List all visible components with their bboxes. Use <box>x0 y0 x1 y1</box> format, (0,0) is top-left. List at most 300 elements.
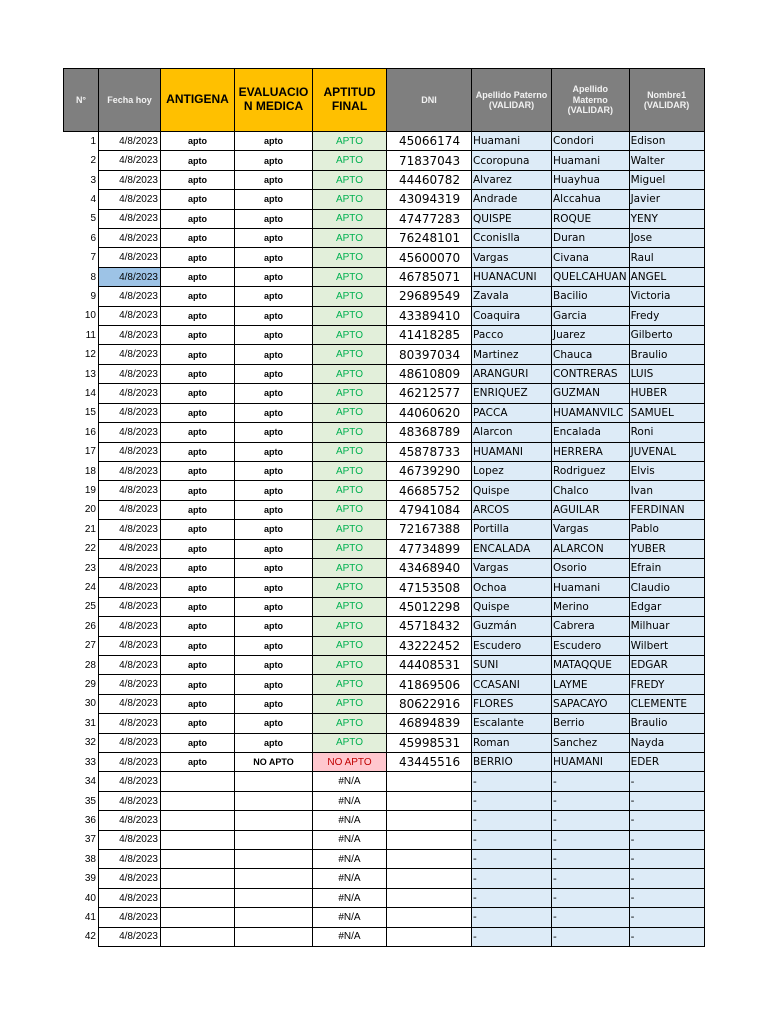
evaluacion-cell[interactable]: apto <box>235 248 313 267</box>
fecha-cell[interactable]: 4/8/2023 <box>99 520 161 539</box>
evaluacion-cell[interactable]: apto <box>235 461 313 480</box>
apellido-paterno-cell[interactable]: Quispe <box>472 597 552 616</box>
row-number-cell[interactable]: 10 <box>84 310 96 322</box>
apellido-paterno-cell[interactable]: Ochoa <box>472 578 552 597</box>
row-number-cell[interactable]: 26 <box>84 620 96 632</box>
antigena-cell[interactable] <box>161 772 235 791</box>
aptitud-cell[interactable]: APTO <box>313 190 387 209</box>
dni-cell[interactable]: 80397034 <box>387 345 472 364</box>
evaluacion-cell[interactable]: apto <box>235 578 313 597</box>
nombre-cell[interactable]: Nayda <box>629 733 704 752</box>
apellido-materno-cell[interactable]: Huamani <box>552 151 630 170</box>
dni-cell[interactable]: 80622916 <box>387 694 472 713</box>
apellido-materno-cell[interactable]: MATAQQUE <box>552 655 630 674</box>
apellido-materno-cell[interactable]: Alccahua <box>552 190 630 209</box>
row-number-cell[interactable]: 25 <box>84 601 96 613</box>
antigena-cell[interactable]: apto <box>161 461 235 480</box>
dni-cell[interactable]: 44408531 <box>387 655 472 674</box>
antigena-cell[interactable] <box>161 908 235 927</box>
dni-cell[interactable]: 43094319 <box>387 190 472 209</box>
apellido-paterno-cell[interactable]: Escudero <box>472 636 552 655</box>
header-fecha[interactable]: Fecha hoy <box>99 69 161 132</box>
aptitud-cell[interactable]: APTO <box>313 733 387 752</box>
apellido-materno-cell[interactable]: Chalco <box>552 481 630 500</box>
aptitud-cell[interactable]: #N/A <box>313 869 387 888</box>
apellido-materno-cell[interactable]: - <box>552 791 630 810</box>
row-number-cell[interactable]: 38 <box>84 853 96 865</box>
fecha-cell[interactable]: 4/8/2023 <box>99 384 161 403</box>
evaluacion-cell[interactable]: apto <box>235 675 313 694</box>
nombre-cell[interactable]: Raul <box>629 248 704 267</box>
antigena-cell[interactable]: apto <box>161 209 235 228</box>
fecha-cell[interactable]: 4/8/2023 <box>99 733 161 752</box>
evaluacion-cell[interactable]: apto <box>235 520 313 539</box>
dni-cell[interactable]: 45998531 <box>387 733 472 752</box>
dni-cell[interactable] <box>387 811 472 830</box>
dni-cell[interactable]: 41869506 <box>387 675 472 694</box>
dni-cell[interactable]: 45878733 <box>387 442 472 461</box>
dni-cell[interactable]: 48610809 <box>387 364 472 383</box>
apellido-paterno-cell[interactable]: Andrade <box>472 190 552 209</box>
apellido-paterno-cell[interactable]: Portilla <box>472 520 552 539</box>
fecha-cell[interactable]: 4/8/2023 <box>99 267 161 286</box>
fecha-cell[interactable]: 4/8/2023 <box>99 481 161 500</box>
apellido-paterno-cell[interactable]: - <box>472 811 552 830</box>
apellido-materno-cell[interactable]: - <box>552 927 630 946</box>
aptitud-cell[interactable]: #N/A <box>313 830 387 849</box>
nombre-cell[interactable]: Fredy <box>629 306 704 325</box>
antigena-cell[interactable]: apto <box>161 694 235 713</box>
nombre-cell[interactable]: LUIS <box>629 364 704 383</box>
aptitud-cell[interactable]: #N/A <box>313 811 387 830</box>
apellido-materno-cell[interactable]: LAYME <box>552 675 630 694</box>
fecha-cell[interactable]: 4/8/2023 <box>99 539 161 558</box>
row-number-cell[interactable]: 33 <box>84 756 96 768</box>
dni-cell[interactable] <box>387 850 472 869</box>
aptitud-cell[interactable]: APTO <box>313 617 387 636</box>
aptitud-cell[interactable]: APTO <box>313 132 387 151</box>
apellido-materno-cell[interactable]: Sanchez <box>552 733 630 752</box>
apellido-materno-cell[interactable]: Vargas <box>552 520 630 539</box>
aptitud-cell[interactable]: NO APTO <box>313 753 387 772</box>
aptitud-cell[interactable]: #N/A <box>313 888 387 907</box>
apellido-materno-cell[interactable]: ALARCON <box>552 539 630 558</box>
nombre-cell[interactable]: HUBER <box>629 384 704 403</box>
dni-cell[interactable]: 71837043 <box>387 151 472 170</box>
evaluacion-cell[interactable]: apto <box>235 655 313 674</box>
antigena-cell[interactable]: apto <box>161 306 235 325</box>
dni-cell[interactable]: 46212577 <box>387 384 472 403</box>
aptitud-cell[interactable]: APTO <box>313 267 387 286</box>
aptitud-cell[interactable]: APTO <box>313 209 387 228</box>
evaluacion-cell[interactable]: apto <box>235 209 313 228</box>
row-number-cell[interactable]: 23 <box>84 562 96 574</box>
apellido-paterno-cell[interactable]: - <box>472 791 552 810</box>
evaluacion-cell[interactable]: apto <box>235 345 313 364</box>
apellido-paterno-cell[interactable]: Martinez <box>472 345 552 364</box>
evaluacion-cell[interactable]: apto <box>235 423 313 442</box>
fecha-cell[interactable]: 4/8/2023 <box>99 209 161 228</box>
aptitud-cell[interactable]: #N/A <box>313 927 387 946</box>
row-number-cell[interactable]: 22 <box>84 543 96 555</box>
apellido-paterno-cell[interactable]: HUANACUNI <box>472 267 552 286</box>
evaluacion-cell[interactable]: apto <box>235 287 313 306</box>
nombre-cell[interactable]: - <box>629 791 704 810</box>
nombre-cell[interactable]: ANGEL <box>629 267 704 286</box>
dni-cell[interactable]: 76248101 <box>387 229 472 248</box>
apellido-paterno-cell[interactable]: Lopez <box>472 461 552 480</box>
antigena-cell[interactable] <box>161 869 235 888</box>
row-number-cell[interactable]: 6 <box>90 232 96 244</box>
apellido-materno-cell[interactable]: Cabrera <box>552 617 630 636</box>
apellido-materno-cell[interactable]: QUELCAHUAN <box>552 267 630 286</box>
nombre-cell[interactable]: - <box>629 927 704 946</box>
antigena-cell[interactable]: apto <box>161 364 235 383</box>
apellido-materno-cell[interactable]: ROQUE <box>552 209 630 228</box>
antigena-cell[interactable]: apto <box>161 267 235 286</box>
aptitud-cell[interactable]: APTO <box>313 170 387 189</box>
nombre-cell[interactable]: JUVENAL <box>629 442 704 461</box>
evaluacion-cell[interactable]: apto <box>235 481 313 500</box>
apellido-materno-cell[interactable]: HERRERA <box>552 442 630 461</box>
aptitud-cell[interactable]: APTO <box>313 151 387 170</box>
nombre-cell[interactable]: CLEMENTE <box>629 694 704 713</box>
dni-cell[interactable]: 45066174 <box>387 132 472 151</box>
row-number-cell[interactable]: 8 <box>90 271 96 283</box>
dni-cell[interactable] <box>387 772 472 791</box>
aptitud-cell[interactable]: #N/A <box>313 908 387 927</box>
fecha-cell[interactable]: 4/8/2023 <box>99 908 161 927</box>
fecha-cell[interactable]: 4/8/2023 <box>99 694 161 713</box>
row-number-cell[interactable]: 41 <box>84 911 96 923</box>
apellido-paterno-cell[interactable]: - <box>472 772 552 791</box>
fecha-cell[interactable]: 4/8/2023 <box>99 229 161 248</box>
evaluacion-cell[interactable]: apto <box>235 170 313 189</box>
evaluacion-cell[interactable] <box>235 869 313 888</box>
fecha-cell[interactable]: 4/8/2023 <box>99 248 161 267</box>
antigena-cell[interactable]: apto <box>161 675 235 694</box>
dni-cell[interactable]: 43222452 <box>387 636 472 655</box>
aptitud-cell[interactable]: APTO <box>313 364 387 383</box>
antigena-cell[interactable]: apto <box>161 151 235 170</box>
row-number-cell[interactable]: 37 <box>84 834 96 846</box>
dni-cell[interactable]: 48368789 <box>387 423 472 442</box>
dni-cell[interactable]: 47941084 <box>387 500 472 519</box>
nombre-cell[interactable]: - <box>629 888 704 907</box>
antigena-cell[interactable]: apto <box>161 733 235 752</box>
dni-cell[interactable]: 43445516 <box>387 753 472 772</box>
aptitud-cell[interactable]: APTO <box>313 636 387 655</box>
nombre-cell[interactable]: - <box>629 830 704 849</box>
antigena-cell[interactable]: apto <box>161 539 235 558</box>
apellido-paterno-cell[interactable]: BERRIO <box>472 753 552 772</box>
fecha-cell[interactable]: 4/8/2023 <box>99 617 161 636</box>
dni-cell[interactable]: 47153508 <box>387 578 472 597</box>
apellido-materno-cell[interactable]: GUZMAN <box>552 384 630 403</box>
apellido-materno-cell[interactable]: Merino <box>552 597 630 616</box>
antigena-cell[interactable] <box>161 850 235 869</box>
apellido-paterno-cell[interactable]: Guzmán <box>472 617 552 636</box>
apellido-materno-cell[interactable]: - <box>552 850 630 869</box>
evaluacion-cell[interactable]: NO APTO <box>235 753 313 772</box>
row-number-cell[interactable]: 24 <box>84 582 96 594</box>
evaluacion-cell[interactable]: apto <box>235 326 313 345</box>
aptitud-cell[interactable]: APTO <box>313 248 387 267</box>
row-number-cell[interactable]: 34 <box>84 776 96 788</box>
apellido-paterno-cell[interactable]: - <box>472 850 552 869</box>
evaluacion-cell[interactable]: apto <box>235 442 313 461</box>
antigena-cell[interactable]: apto <box>161 714 235 733</box>
fecha-cell[interactable]: 4/8/2023 <box>99 345 161 364</box>
antigena-cell[interactable] <box>161 927 235 946</box>
dni-cell[interactable]: 43389410 <box>387 306 472 325</box>
fecha-cell[interactable]: 4/8/2023 <box>99 655 161 674</box>
apellido-materno-cell[interactable]: Bacilio <box>552 287 630 306</box>
antigena-cell[interactable]: apto <box>161 500 235 519</box>
aptitud-cell[interactable]: #N/A <box>313 791 387 810</box>
apellido-paterno-cell[interactable]: Alvarez <box>472 170 552 189</box>
apellido-paterno-cell[interactable]: ARCOS <box>472 500 552 519</box>
aptitud-cell[interactable]: APTO <box>313 306 387 325</box>
apellido-materno-cell[interactable]: Huamani <box>552 578 630 597</box>
nombre-cell[interactable]: Wilbert <box>629 636 704 655</box>
fecha-cell[interactable]: 4/8/2023 <box>99 830 161 849</box>
apellido-paterno-cell[interactable]: Quispe <box>472 481 552 500</box>
apellido-materno-cell[interactable]: Berrio <box>552 714 630 733</box>
row-number-cell[interactable]: 4 <box>90 193 96 205</box>
row-number-cell[interactable]: 9 <box>90 290 96 302</box>
dni-cell[interactable]: 72167388 <box>387 520 472 539</box>
apellido-paterno-cell[interactable]: - <box>472 830 552 849</box>
apellido-materno-cell[interactable]: Civana <box>552 248 630 267</box>
row-number-cell[interactable]: 18 <box>84 465 96 477</box>
row-number-cell[interactable]: 20 <box>84 504 96 516</box>
nombre-cell[interactable]: EDER <box>629 753 704 772</box>
row-number-cell[interactable]: 12 <box>84 349 96 361</box>
apellido-paterno-cell[interactable]: - <box>472 927 552 946</box>
aptitud-cell[interactable]: APTO <box>313 326 387 345</box>
antigena-cell[interactable]: apto <box>161 287 235 306</box>
apellido-paterno-cell[interactable]: Zavala <box>472 287 552 306</box>
dni-cell[interactable]: 46894839 <box>387 714 472 733</box>
header-apellido-paterno[interactable]: Apellido Paterno (VALIDAR) <box>472 69 552 132</box>
aptitud-cell[interactable]: APTO <box>313 461 387 480</box>
evaluacion-cell[interactable]: apto <box>235 617 313 636</box>
antigena-cell[interactable]: apto <box>161 617 235 636</box>
apellido-paterno-cell[interactable]: Escalante <box>472 714 552 733</box>
fecha-cell[interactable]: 4/8/2023 <box>99 442 161 461</box>
apellido-materno-cell[interactable]: - <box>552 830 630 849</box>
dni-cell[interactable]: 46739290 <box>387 461 472 480</box>
aptitud-cell[interactable]: APTO <box>313 539 387 558</box>
fecha-cell[interactable]: 4/8/2023 <box>99 888 161 907</box>
fecha-cell[interactable]: 4/8/2023 <box>99 927 161 946</box>
apellido-materno-cell[interactable]: Duran <box>552 229 630 248</box>
dni-cell[interactable]: 46685752 <box>387 481 472 500</box>
header-nombre[interactable]: Nombre1 (VALIDAR) <box>629 69 704 132</box>
aptitud-cell[interactable]: APTO <box>313 481 387 500</box>
fecha-cell[interactable]: 4/8/2023 <box>99 811 161 830</box>
fecha-cell[interactable]: 4/8/2023 <box>99 675 161 694</box>
apellido-materno-cell[interactable]: Encalada <box>552 423 630 442</box>
evaluacion-cell[interactable]: apto <box>235 694 313 713</box>
antigena-cell[interactable]: apto <box>161 655 235 674</box>
fecha-cell[interactable]: 4/8/2023 <box>99 190 161 209</box>
evaluacion-cell[interactable] <box>235 927 313 946</box>
fecha-cell[interactable]: 4/8/2023 <box>99 714 161 733</box>
nombre-cell[interactable]: Edgar <box>629 597 704 616</box>
header-n[interactable]: N° <box>64 69 99 132</box>
antigena-cell[interactable]: apto <box>161 442 235 461</box>
apellido-materno-cell[interactable]: SAPACAYO <box>552 694 630 713</box>
nombre-cell[interactable]: - <box>629 850 704 869</box>
apellido-materno-cell[interactable]: Escudero <box>552 636 630 655</box>
antigena-cell[interactable]: apto <box>161 753 235 772</box>
fecha-cell[interactable]: 4/8/2023 <box>99 461 161 480</box>
nombre-cell[interactable]: Victoria <box>629 287 704 306</box>
evaluacion-cell[interactable]: apto <box>235 384 313 403</box>
row-number-cell[interactable]: 17 <box>84 446 96 458</box>
dni-cell[interactable] <box>387 791 472 810</box>
aptitud-cell[interactable]: APTO <box>313 423 387 442</box>
antigena-cell[interactable]: apto <box>161 229 235 248</box>
dni-cell[interactable]: 45600070 <box>387 248 472 267</box>
evaluacion-cell[interactable] <box>235 888 313 907</box>
nombre-cell[interactable]: FREDY <box>629 675 704 694</box>
evaluacion-cell[interactable]: apto <box>235 558 313 577</box>
apellido-materno-cell[interactable]: Rodriguez <box>552 461 630 480</box>
dni-cell[interactable]: 29689549 <box>387 287 472 306</box>
apellido-materno-cell[interactable]: HUAMANVILC <box>552 403 630 422</box>
nombre-cell[interactable]: - <box>629 811 704 830</box>
antigena-cell[interactable]: apto <box>161 132 235 151</box>
aptitud-cell[interactable]: #N/A <box>313 772 387 791</box>
row-number-cell[interactable]: 11 <box>85 329 96 341</box>
fecha-cell[interactable]: 4/8/2023 <box>99 326 161 345</box>
fecha-cell[interactable]: 4/8/2023 <box>99 753 161 772</box>
aptitud-cell[interactable]: APTO <box>313 520 387 539</box>
aptitud-cell[interactable]: APTO <box>313 287 387 306</box>
apellido-paterno-cell[interactable]: Pacco <box>472 326 552 345</box>
antigena-cell[interactable]: apto <box>161 636 235 655</box>
nombre-cell[interactable]: Gilberto <box>629 326 704 345</box>
dni-cell[interactable]: 43468940 <box>387 558 472 577</box>
evaluacion-cell[interactable]: apto <box>235 132 313 151</box>
evaluacion-cell[interactable]: apto <box>235 267 313 286</box>
row-number-cell[interactable]: 30 <box>84 698 96 710</box>
antigena-cell[interactable]: apto <box>161 597 235 616</box>
apellido-paterno-cell[interactable]: Roman <box>472 733 552 752</box>
evaluacion-cell[interactable]: apto <box>235 500 313 519</box>
row-number-cell[interactable]: 19 <box>84 485 96 497</box>
apellido-paterno-cell[interactable]: Alarcon <box>472 423 552 442</box>
evaluacion-cell[interactable]: apto <box>235 190 313 209</box>
fecha-cell[interactable]: 4/8/2023 <box>99 500 161 519</box>
antigena-cell[interactable]: apto <box>161 423 235 442</box>
fecha-cell[interactable]: 4/8/2023 <box>99 636 161 655</box>
row-number-cell[interactable]: 39 <box>84 873 96 885</box>
fecha-cell[interactable]: 4/8/2023 <box>99 597 161 616</box>
evaluacion-cell[interactable] <box>235 908 313 927</box>
nombre-cell[interactable]: YENY <box>629 209 704 228</box>
apellido-paterno-cell[interactable]: Vargas <box>472 248 552 267</box>
nombre-cell[interactable]: YUBER <box>629 539 704 558</box>
antigena-cell[interactable]: apto <box>161 520 235 539</box>
dni-cell[interactable]: 44060620 <box>387 403 472 422</box>
nombre-cell[interactable]: EDGAR <box>629 655 704 674</box>
evaluacion-cell[interactable]: apto <box>235 364 313 383</box>
evaluacion-cell[interactable] <box>235 811 313 830</box>
evaluacion-cell[interactable]: apto <box>235 597 313 616</box>
row-number-cell[interactable]: 35 <box>84 795 96 807</box>
apellido-materno-cell[interactable]: - <box>552 772 630 791</box>
apellido-paterno-cell[interactable]: SUNI <box>472 655 552 674</box>
apellido-materno-cell[interactable]: Juarez <box>552 326 630 345</box>
apellido-materno-cell[interactable]: Chauca <box>552 345 630 364</box>
apellido-materno-cell[interactable]: - <box>552 888 630 907</box>
row-number-cell[interactable]: 21 <box>84 523 96 535</box>
apellido-paterno-cell[interactable]: Cconislla <box>472 229 552 248</box>
apellido-paterno-cell[interactable]: - <box>472 869 552 888</box>
row-number-cell[interactable]: 28 <box>84 659 96 671</box>
evaluacion-cell[interactable]: apto <box>235 714 313 733</box>
fecha-cell[interactable]: 4/8/2023 <box>99 558 161 577</box>
row-number-cell[interactable]: 32 <box>84 737 96 749</box>
antigena-cell[interactable]: apto <box>161 403 235 422</box>
row-number-cell[interactable]: 7 <box>90 252 96 264</box>
header-antigena[interactable]: ANTIGENA <box>161 69 235 132</box>
aptitud-cell[interactable]: #N/A <box>313 850 387 869</box>
fecha-cell[interactable]: 4/8/2023 <box>99 850 161 869</box>
apellido-materno-cell[interactable]: CONTRERAS <box>552 364 630 383</box>
evaluacion-cell[interactable]: apto <box>235 733 313 752</box>
aptitud-cell[interactable]: APTO <box>313 655 387 674</box>
aptitud-cell[interactable]: APTO <box>313 714 387 733</box>
row-number-cell[interactable]: 15 <box>84 407 96 419</box>
apellido-paterno-cell[interactable]: ENRIQUEZ <box>472 384 552 403</box>
antigena-cell[interactable] <box>161 811 235 830</box>
nombre-cell[interactable]: Braulio <box>629 345 704 364</box>
apellido-paterno-cell[interactable]: ARANGURI <box>472 364 552 383</box>
antigena-cell[interactable]: apto <box>161 384 235 403</box>
aptitud-cell[interactable]: APTO <box>313 345 387 364</box>
dni-cell[interactable]: 45718432 <box>387 617 472 636</box>
apellido-paterno-cell[interactable]: CCASANI <box>472 675 552 694</box>
row-number-cell[interactable]: 27 <box>84 640 96 652</box>
antigena-cell[interactable]: apto <box>161 190 235 209</box>
nombre-cell[interactable]: FERDINAN <box>629 500 704 519</box>
apellido-materno-cell[interactable]: Osorio <box>552 558 630 577</box>
evaluacion-cell[interactable]: apto <box>235 229 313 248</box>
nombre-cell[interactable]: Miguel <box>629 170 704 189</box>
nombre-cell[interactable]: Braulio <box>629 714 704 733</box>
row-number-cell[interactable]: 29 <box>84 679 96 691</box>
apellido-materno-cell[interactable]: Condori <box>552 132 630 151</box>
evaluacion-cell[interactable] <box>235 772 313 791</box>
apellido-paterno-cell[interactable]: ENCALADA <box>472 539 552 558</box>
nombre-cell[interactable]: - <box>629 869 704 888</box>
row-number-cell[interactable]: 13 <box>84 368 96 380</box>
apellido-paterno-cell[interactable]: - <box>472 908 552 927</box>
nombre-cell[interactable]: Elvis <box>629 461 704 480</box>
aptitud-cell[interactable]: APTO <box>313 442 387 461</box>
nombre-cell[interactable]: Milhuar <box>629 617 704 636</box>
nombre-cell[interactable]: Javier <box>629 190 704 209</box>
apellido-paterno-cell[interactable]: Coaquira <box>472 306 552 325</box>
evaluacion-cell[interactable]: apto <box>235 539 313 558</box>
apellido-materno-cell[interactable]: Huayhua <box>552 170 630 189</box>
row-number-cell[interactable]: 2 <box>90 155 96 167</box>
